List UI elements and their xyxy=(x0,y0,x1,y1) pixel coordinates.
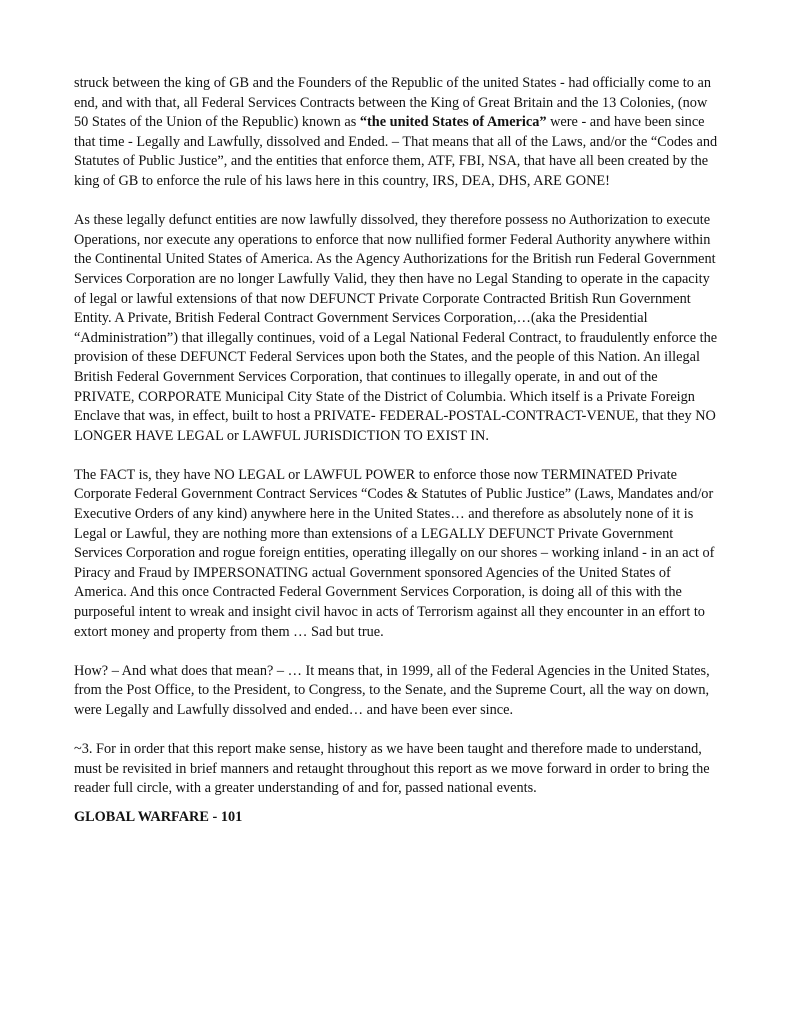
paragraph-1 xyxy=(74,74,718,192)
paragraph-5: ~3. For in order that this report make sense, history as we have been taught and therefore made to understand, must be revisited in brief manners and retaught throughout this report as we move forward in order to bring the reader full circle, with a greater understanding of and for, passed national events. xyxy=(74,741,710,797)
document-page xyxy=(74,74,718,828)
paragraph-3: The FACT is, they have NO LEGAL or LAWFUL POWER to enforce those now TERMINATED Private Corporate Federal Government Contract Services “Codes & Statutes of Public Justice” (Laws, Mandates and/or Executive Orders of any kind) anywhere here in the United States… and therefore as absolutely none of it is Legal or Lawful, they are nothing more than extensions of a LEGALLY DEFUNCT Private Government Services Corporation and rogue foreign entities, operating illegally on our shores – working inland - in an act of Piracy and Fraud by IMPERSONATING actual Government sponsored Agencies of the United States of America. And this once Contracted Federal Government Services Corporation, is doing all of this with the purposeful intent to wreak and insight civil havoc in acts of Terrorism against all they encounter in an effort to extort money and property from them … Sad but true. xyxy=(74,466,715,640)
paragraph-4: How? – And what does that mean? – … It means that, in 1999, all of the Federal Agencies in the United States, from the Post Office, to the President, to Congress, to the Senate, and the Supreme Court, all the way on down, were Legally and Lawfully dissolved and ended… and have been ever since. xyxy=(74,662,710,718)
paragraph-2: As these legally defunct entities are now lawfully dissolved, they therefore possess no Authorization to execute Operations, nor execute any operations to enforce that now nullified former Federal Authority anywhere within the Continental United States of America. As the Agency Authorizations for the British run Federal Government Services Corporation are no longer Lawfully Valid, they then have no Legal Standing to operate in the capacity of legal or lawful extensions of that now DEFUNCT Private Corporate Contracted British Run Government Entity. A Private, British Federal Contract Government Services Corporation,…(aka the Presidential “Administration”) that illegally continues, void of a Legal National Federal Contract, to fraudulently enforce the provision of these DEFUNCT Federal Services upon both the States, and the people of this Nation. An illegal British Federal Government Services Corporation, that continues to illegally operate, in and out of the PRIVATE, CORPORATE Municipal City State of the District of Columbia. Which itself is a Private Foreign Enclave that was, in effect, built to host a PRIVATE- FEDERAL-POSTAL-CONTRACT-VENUE, that they NO LONGER HAVE LEGAL or LAWFUL JURISDICTION TO EXIST IN. xyxy=(74,212,718,444)
paragraph-1-text-a: struck between the king of GB and the Founders of the Republic of the united States - had officially come to an end, and with that, all Federal Services Contracts between the King of Great Britain and the 13 Colonies, (now 50 States of the Union of the Republic) known as xyxy=(74,75,711,131)
section-heading: GLOBAL WARFARE - 101 xyxy=(74,808,243,825)
paragraph-1-bold-text: “the united States of America” xyxy=(359,114,547,131)
paragraph-1-text-b: were - and have been since that time - Legally and Lawfully, dissolved and Ended. – That means that all of the Laws, and/or the “Codes and Statutes of Public Justice”, and the entities that enforce them, ATF, FBI, NSA, that have all been created by the king of GB to enforce the rule of his laws here in this country, IRS, DEA, DHS, ARE GONE! xyxy=(74,114,718,189)
